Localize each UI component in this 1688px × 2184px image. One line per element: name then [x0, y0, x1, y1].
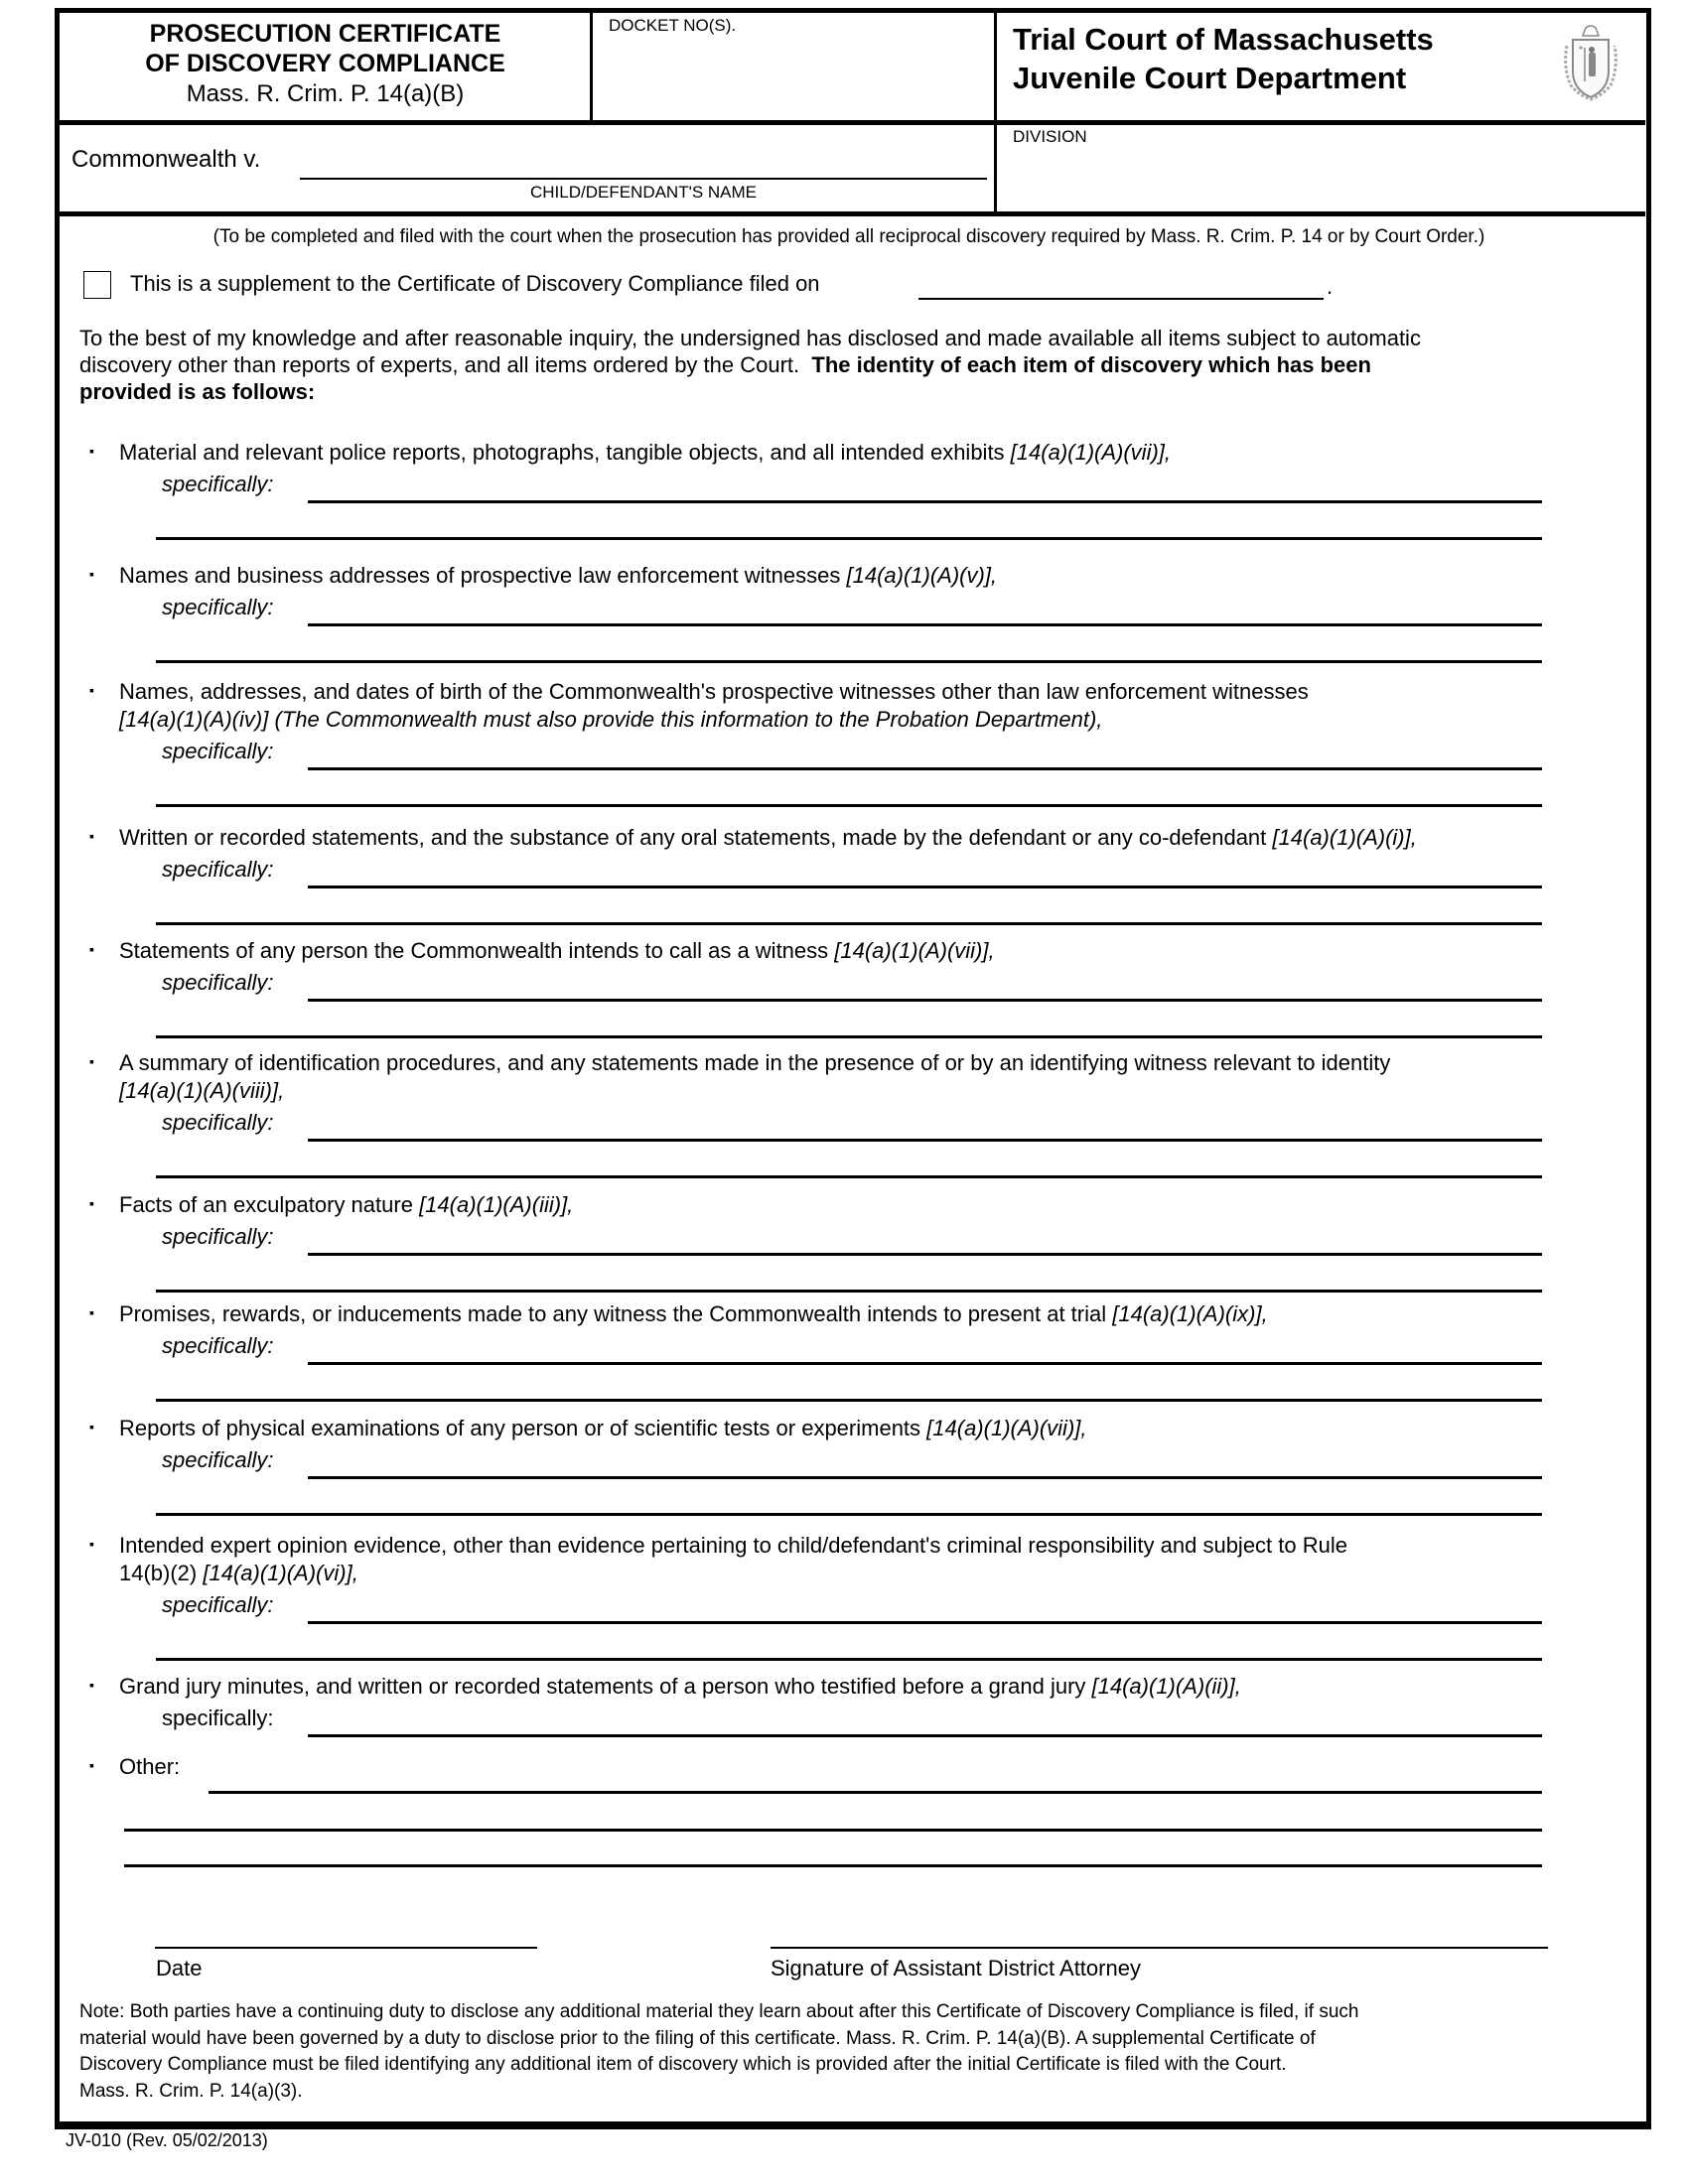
form-id: JV-010 (Rev. 05/02/2013): [66, 2130, 268, 2150]
specifically-underline-continued: [156, 804, 1542, 807]
other-field-line3[interactable]: [124, 1835, 1542, 1864]
bullet-icon: ▪: [89, 828, 94, 844]
intro-line2-text: discovery other than reports of experts, and all items ordered by the Court.: [79, 352, 800, 377]
note-line1: Note: Both parties have a continuing duty to disclose any additional material they learn about after this Certificate of Discovery Compliance is filed, if such: [79, 2001, 1359, 2022]
specifically-underline: [308, 767, 1542, 770]
specifically-underline-continued: [156, 1035, 1542, 1038]
specifically-underline: [308, 999, 1542, 1002]
specifically-underline: [308, 1139, 1542, 1142]
specifically-underline-continued: [156, 922, 1542, 925]
rule-citation: Mass. R. Crim. P. 14(a)(B): [186, 80, 465, 107]
case-caption-prefix: Commonwealth v.: [71, 146, 261, 173]
other-underline-3: [124, 1864, 1542, 1867]
discovery-item-citation: [14(a)(1)(A)(v)],: [846, 563, 998, 588]
discovery-item-citation: [14(a)(1)(A)(ix)],: [1112, 1301, 1268, 1326]
discovery-item-citation: [14(a)(1)(A)(iii)],: [419, 1192, 574, 1217]
discovery-item-text-continued: [119, 707, 1102, 733]
other-underline-1: [209, 1791, 1542, 1794]
specifically-label: specifically:: [162, 472, 274, 496]
specifically-field[interactable]: [308, 1590, 1542, 1621]
supplement-label: This is a supplement to the Certificate of Discovery Compliance filed on: [130, 271, 820, 296]
specifically-field-continued[interactable]: [156, 1005, 1542, 1035]
discovery-item-text: [119, 563, 1638, 589]
defendant-name-field[interactable]: [300, 139, 987, 177]
other-underline-2: [124, 1829, 1542, 1832]
signature-label: Signature of Assistant District Attorney: [771, 1956, 1141, 1980]
specifically-label: specifically:: [162, 739, 274, 763]
header-bottom-divider: [57, 211, 1645, 216]
discovery-item-text: [119, 679, 1638, 705]
specifically-underline-continued: [156, 537, 1542, 540]
discovery-item-text: [119, 1301, 1638, 1327]
specifically-label: specifically:: [162, 595, 274, 619]
court-name-line2: Juvenile Court Department: [1013, 61, 1407, 95]
massachusetts-seal-icon: [1559, 24, 1622, 101]
specifically-label: specifically:: [162, 1224, 274, 1249]
supplement-checkbox[interactable]: [83, 271, 111, 299]
supplement-period: .: [1327, 274, 1334, 299]
bullet-icon: ▪: [89, 941, 94, 957]
court-divider: [994, 10, 997, 214]
specifically-underline: [308, 1253, 1542, 1256]
specifically-field-continued[interactable]: [156, 1145, 1542, 1175]
discovery-item-text-continued: [119, 1561, 358, 1586]
supplement-date-field[interactable]: [918, 268, 1326, 298]
specifically-field-continued[interactable]: [156, 1482, 1542, 1513]
bullet-icon: ▪: [89, 682, 94, 698]
note-paragraph: [79, 1999, 1638, 2105]
specifically-label: specifically:: [162, 1333, 274, 1358]
specifically-field-continued[interactable]: [156, 891, 1542, 922]
specifically-label: specifically:: [162, 1706, 274, 1730]
note-line2: material would have been governed by a duty to disclose prior to the filing of this certificate. Mass. R. Crim. P. 14(a)(B). A supplemental Certificate of: [79, 2027, 1316, 2049]
discovery-item-text: [119, 938, 1638, 964]
discovery-item-citation: [14(a)(1)(A)(vii)],: [926, 1416, 1087, 1440]
discovery-item-citation: [14(a)(1)(A)(vii)],: [834, 938, 995, 963]
specifically-field[interactable]: [308, 470, 1542, 500]
bullet-icon: ▪: [89, 1536, 94, 1552]
defendant-name-label: CHILD/DEFENDANT'S NAME: [529, 183, 758, 202]
court-name-line1: Trial Court of Massachusetts: [1013, 22, 1434, 57]
specifically-field-continued[interactable]: [156, 629, 1542, 660]
specifically-field-continued[interactable]: [156, 773, 1542, 804]
discovery-item-citation: [14(a)(1)(A)(i)],: [1272, 825, 1417, 850]
bullet-icon: ▪: [89, 1195, 94, 1211]
specifically-underline-continued: [156, 1175, 1542, 1178]
specifically-label: specifically:: [162, 857, 274, 882]
discovery-item-citation-continued: [14(a)(1)(A)(iv)] (The Commonwealth must also provide this information to the Probation Department),: [119, 707, 1103, 732]
bullet-icon: ▪: [89, 1304, 94, 1320]
specifically-underline: [308, 886, 1542, 888]
discovery-item-description: Reports of physical examinations of any person or of scientific tests or experiments: [119, 1416, 927, 1440]
specifically-field[interactable]: [308, 1704, 1542, 1734]
specifically-underline: [308, 500, 1542, 503]
bullet-icon: ▪: [89, 1757, 94, 1773]
division-field[interactable]: [999, 149, 1639, 208]
docket-label: DOCKET NO(S).: [609, 16, 737, 35]
discovery-item-text: [119, 825, 1638, 851]
specifically-underline: [308, 1476, 1542, 1479]
other-field-line2[interactable]: [124, 1797, 1542, 1829]
date-underline: [155, 1947, 537, 1949]
discovery-item-description: Material and relevant police reports, photographs, tangible objects, and all intended exhibits: [119, 440, 1011, 465]
note-line3: Discovery Compliance must be filed identifying any additional item of discovery which is provided after the initial Certificate is filed with the Court.: [79, 2054, 1287, 2075]
specifically-field[interactable]: [308, 1331, 1542, 1362]
specifically-label: specifically:: [162, 1592, 274, 1617]
instructions-text: (To be completed and filed with the court when the prosecution has provided all reciprocal discovery required by Mass. R. Crim. P. 14 or by Court Order.): [212, 226, 1485, 247]
date-field[interactable]: [155, 1906, 537, 1946]
discovery-item-text: [119, 1050, 1638, 1076]
specifically-field-continued[interactable]: [156, 1627, 1542, 1658]
specifically-label: specifically:: [162, 1447, 274, 1472]
intro-paragraph: [79, 325, 1628, 405]
specifically-underline-continued: [156, 1658, 1542, 1661]
discovery-item-text: [119, 1416, 1638, 1441]
specifically-field-continued[interactable]: [156, 1368, 1542, 1399]
intro-line2-bold: The identity of each item of discovery which has been: [811, 352, 1371, 377]
specifically-field[interactable]: [308, 968, 1542, 999]
defendant-name-underline: [300, 178, 987, 180]
discovery-item-text: [119, 1674, 1638, 1700]
signature-field[interactable]: [771, 1906, 1548, 1946]
other-label: Other:: [119, 1754, 181, 1779]
discovery-item-description: Names, addresses, and dates of birth of the Commonwealth's prospective witnesses other than law enforcement witnesses: [119, 679, 1309, 704]
discovery-item-text: [119, 1533, 1638, 1559]
specifically-underline: [308, 1621, 1542, 1624]
form-title: [60, 19, 591, 108]
note-line4: Mass. R. Crim. P. 14(a)(3).: [79, 2080, 303, 2102]
court-name: [1013, 20, 1434, 97]
bullet-icon: ▪: [89, 1677, 94, 1693]
specifically-underline-continued: [156, 1399, 1542, 1402]
discovery-item-description: Names and business addresses of prospective law enforcement witnesses: [119, 563, 847, 588]
specifically-underline-continued: [156, 1513, 1542, 1516]
specifically-underline: [308, 623, 1542, 626]
discovery-item-description-continued: 14(b)(2): [119, 1561, 204, 1585]
specifically-field[interactable]: [308, 1108, 1542, 1139]
bullet-icon: ▪: [89, 1419, 94, 1434]
date-label: Date: [156, 1956, 203, 1980]
discovery-item-citation-continued: [14(a)(1)(A)(viii)],: [119, 1078, 285, 1103]
bullet-icon: ▪: [89, 443, 94, 459]
specifically-field[interactable]: [308, 855, 1542, 886]
other-field-line1[interactable]: [209, 1757, 1542, 1791]
discovery-item-text-continued: [119, 1078, 284, 1104]
specifically-field-continued[interactable]: [156, 1259, 1542, 1290]
docket-number-field[interactable]: [596, 40, 991, 117]
specifically-field[interactable]: [308, 593, 1542, 623]
discovery-item-description: A summary of identification procedures, and any statements made in the presence of or by an identifying witness relevant to identity: [119, 1050, 1391, 1075]
discovery-item-text: [119, 1192, 1638, 1218]
form-title-line1: PROSECUTION CERTIFICATE: [149, 20, 501, 48]
specifically-field[interactable]: [308, 1222, 1542, 1253]
discovery-item-text: [119, 440, 1638, 466]
specifically-underline-continued: [156, 660, 1542, 663]
specifically-field[interactable]: [308, 1445, 1542, 1476]
discovery-item-description: Intended expert opinion evidence, other than evidence pertaining to child/defendant's criminal responsibility and subject to Rule: [119, 1533, 1347, 1558]
specifically-label: specifically:: [162, 970, 274, 995]
intro-line3: provided is as follows:: [79, 379, 316, 404]
discovery-item-description: Written or recorded statements, and the substance of any oral statements, made by the defendant or any co-defendant: [119, 825, 1273, 850]
intro-line1: To the best of my knowledge and after reasonable inquiry, the undersigned has disclosed and made available all items subject to automatic: [79, 326, 1421, 350]
discovery-item-description: Promises, rewards, or inducements made to any witness the Commonwealth intends to present at trial: [119, 1301, 1113, 1326]
bullet-icon: ▪: [89, 566, 94, 582]
header-row-divider: [57, 120, 1645, 125]
intro-line2: [79, 351, 1628, 378]
discovery-item-citation-continued: [14(a)(1)(A)(vi)],: [203, 1561, 358, 1585]
discovery-item-citation: [14(a)(1)(A)(ii)],: [1091, 1674, 1241, 1699]
specifically-field-continued[interactable]: [156, 506, 1542, 537]
supplement-date-underline: [918, 298, 1324, 300]
discovery-item-citation: [14(a)(1)(A)(vii)],: [1010, 440, 1172, 465]
division-label: DIVISION: [1013, 127, 1087, 146]
discovery-item-description: Grand jury minutes, and written or recorded statements of a person who testified before a grand jury: [119, 1674, 1092, 1699]
bullet-icon: ▪: [89, 1053, 94, 1069]
discovery-item-description: Statements of any person the Commonwealth intends to call as a witness: [119, 938, 835, 963]
specifically-label: specifically:: [162, 1110, 274, 1135]
specifically-underline-continued: [156, 1290, 1542, 1293]
discovery-item-description: Facts of an exculpatory nature: [119, 1192, 420, 1217]
specifically-underline: [308, 1362, 1542, 1365]
form-title-line2: OF DISCOVERY COMPLIANCE: [145, 50, 505, 77]
specifically-underline: [308, 1734, 1542, 1737]
specifically-field[interactable]: [308, 737, 1542, 767]
signature-underline: [771, 1947, 1548, 1949]
